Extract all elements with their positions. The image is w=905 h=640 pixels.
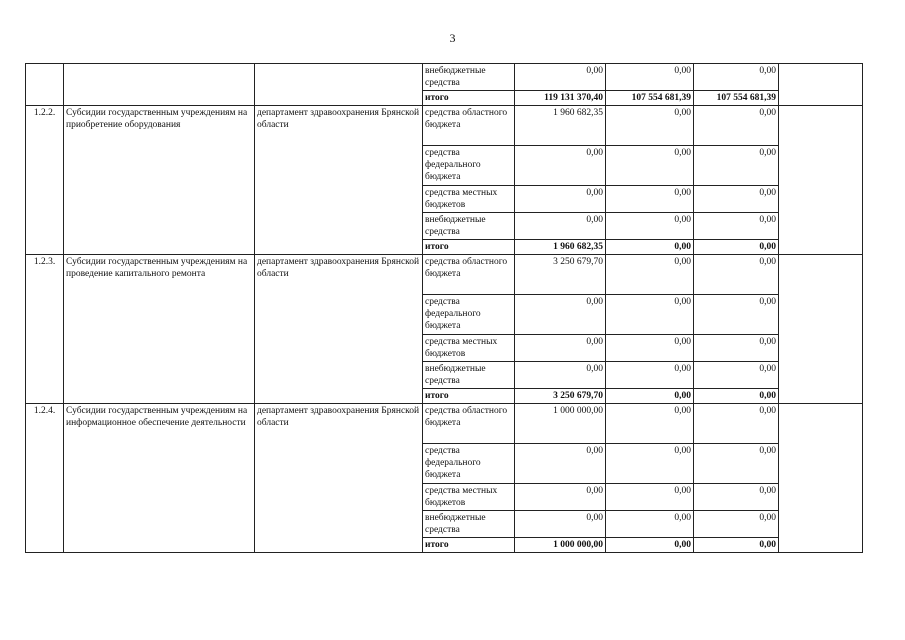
value-cell: 0,00 (606, 240, 694, 255)
value-cell: 0,00 (694, 295, 779, 335)
value-cell: 0,00 (606, 404, 694, 444)
value-cell: 0,00 (606, 511, 694, 538)
value-cell: 1 960 682,35 (515, 106, 606, 146)
item-name-cell (64, 64, 255, 106)
funding-source-label: средства областного бюджета (423, 106, 515, 146)
value-cell: 1 000 000,00 (515, 538, 606, 553)
value-cell: 0,00 (606, 444, 694, 484)
value-cell: 0,00 (606, 484, 694, 511)
table-row (26, 255, 863, 295)
empty-cell (779, 106, 863, 255)
page-number: 3 (449, 31, 456, 45)
funding-source-label: внебюджетные средства (423, 64, 515, 91)
value-cell: 0,00 (515, 484, 606, 511)
item-executor-cell: департамент здравоохранения Брянской области (255, 106, 423, 255)
funding-source-label: средства областного бюджета (423, 404, 515, 444)
value-cell: 0,00 (515, 335, 606, 362)
value-cell: 0,00 (515, 362, 606, 389)
value-cell: 0,00 (515, 511, 606, 538)
value-cell: 0,00 (606, 213, 694, 240)
value-cell: 0,00 (694, 511, 779, 538)
funding-source-label: средства местных бюджетов (423, 484, 515, 511)
funding-source-label: средства местных бюджетов (423, 186, 515, 213)
value-cell: 0,00 (694, 240, 779, 255)
value-cell: 0,00 (694, 186, 779, 213)
budget-table (25, 63, 863, 553)
funding-source-label: внебюджетные средства (423, 213, 515, 240)
value-cell: 0,00 (515, 444, 606, 484)
value-cell: 0,00 (515, 295, 606, 335)
value-cell: 0,00 (606, 362, 694, 389)
value-cell: 3 250 679,70 (515, 389, 606, 404)
empty-cell (779, 404, 863, 553)
value-cell: 0,00 (694, 64, 779, 91)
value-cell: 0,00 (694, 146, 779, 186)
value-cell: 0,00 (606, 335, 694, 362)
funding-source-label: средства федерального бюджета (423, 146, 515, 186)
funding-source-label: итого (423, 538, 515, 553)
empty-cell (779, 255, 863, 404)
value-cell: 0,00 (694, 389, 779, 404)
table-row (26, 106, 863, 146)
value-cell: 1 000 000,00 (515, 404, 606, 444)
value-cell: 0,00 (606, 186, 694, 213)
item-number-cell: 1.2.4. (26, 404, 64, 553)
value-cell: 1 960 682,35 (515, 240, 606, 255)
funding-source-label: средства федерального бюджета (423, 295, 515, 335)
value-cell: 0,00 (606, 389, 694, 404)
value-cell: 0,00 (694, 213, 779, 240)
value-cell: 0,00 (694, 444, 779, 484)
funding-source-label: средства областного бюджета (423, 255, 515, 295)
value-cell: 0,00 (515, 186, 606, 213)
value-cell: 0,00 (606, 106, 694, 146)
funding-source-label: средства федерального бюджета (423, 444, 515, 484)
value-cell: 0,00 (694, 335, 779, 362)
funding-source-label: внебюджетные средства (423, 362, 515, 389)
item-executor-cell (255, 64, 423, 106)
value-cell: 0,00 (606, 255, 694, 295)
item-number-cell (26, 64, 64, 106)
value-cell: 119 131 370,40 (515, 91, 606, 106)
empty-cell (779, 64, 863, 106)
value-cell: 0,00 (606, 146, 694, 186)
table-row (26, 404, 863, 444)
value-cell: 0,00 (694, 255, 779, 295)
value-cell: 0,00 (694, 404, 779, 444)
value-cell: 0,00 (694, 538, 779, 553)
value-cell: 0,00 (515, 64, 606, 91)
value-cell: 107 554 681,39 (606, 91, 694, 106)
item-number-cell: 1.2.3. (26, 255, 64, 404)
funding-source-label: средства местных бюджетов (423, 335, 515, 362)
table-row (26, 64, 863, 91)
item-name-cell: Субсидии государственным учреждениям на приобретение оборудования (64, 106, 255, 255)
value-cell: 3 250 679,70 (515, 255, 606, 295)
value-cell: 0,00 (694, 362, 779, 389)
item-executor-cell: департамент здравоохранения Брянской области (255, 404, 423, 553)
funding-source-label: внебюджетные средства (423, 511, 515, 538)
value-cell: 0,00 (515, 146, 606, 186)
value-cell: 0,00 (606, 295, 694, 335)
item-executor-cell: департамент здравоохранения Брянской области (255, 255, 423, 404)
funding-source-label: итого (423, 389, 515, 404)
value-cell: 0,00 (606, 64, 694, 91)
funding-source-label: итого (423, 240, 515, 255)
item-name-cell: Субсидии государственным учреждениям на информационное обеспечение деятельности (64, 404, 255, 553)
value-cell: 0,00 (515, 213, 606, 240)
item-number-cell: 1.2.2. (26, 106, 64, 255)
item-name-cell: Субсидии государственным учреждениям на проведение капитального ремонта (64, 255, 255, 404)
value-cell: 0,00 (694, 106, 779, 146)
value-cell: 107 554 681,39 (694, 91, 779, 106)
value-cell: 0,00 (606, 538, 694, 553)
value-cell: 0,00 (694, 484, 779, 511)
funding-source-label: итого (423, 91, 515, 106)
